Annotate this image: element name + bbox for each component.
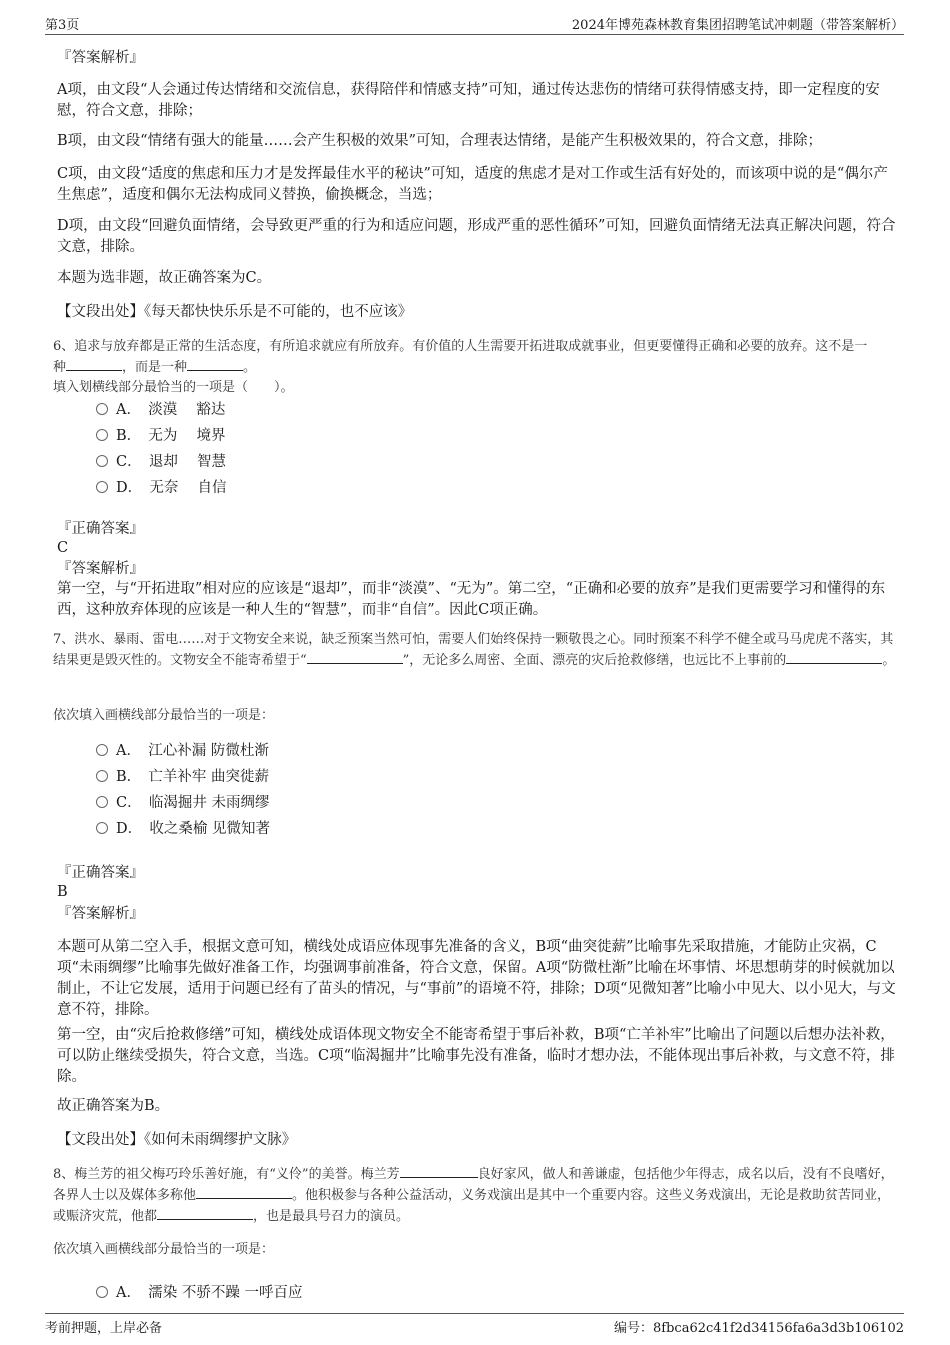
page-number: 第3页 xyxy=(45,18,80,33)
q7-option-d[interactable]: D． 收之桑榆 见微知著 xyxy=(96,819,270,839)
radio-icon[interactable] xyxy=(96,796,108,808)
q7-option-b[interactable]: B． 亡羊补牢 曲突徙薪 xyxy=(96,767,269,787)
q6-blank-1 xyxy=(66,357,122,371)
q8-blank-2 xyxy=(196,1185,292,1199)
q7-blank-2 xyxy=(786,650,882,664)
q7-correct-label: 『正确答案』 xyxy=(57,865,144,881)
q7-analysis-1: 本题可从第二空入手，根据文意可知，横线处成语应体现事先准备的含义，B项“曲突徙薪”比喻事先采取措施，才能防止灾祸，C项“未雨绸缪”比喻事先做好准备工作，均强调事前准备，符合文意，保留。A项“防微杜渐”比喻在坏事情、坏思想萌芽的时候就加以制止，不让它发展，适用于问题已经有了苗头的情况，与“事前”的语境不符，排除；D项“见微知著”比喻小中见大、以小见大，与文意不符，排除。 xyxy=(57,939,896,1018)
radio-icon[interactable] xyxy=(96,1286,108,1298)
q5-analysis-a: A项，由文段“人会通过传达情绪和交流信息，获得陪伴和情感支持”可知，通过传达悲伤的情绪可获得情感支持，即一定程度的安慰，符合文意，排除； xyxy=(57,82,880,119)
q5-conclusion: 本题为选非题，故正确答案为C。 xyxy=(57,270,272,286)
q6-stem xyxy=(53,337,898,398)
q5-analysis-d: D项，由文段“回避负面情绪，会导致更严重的行为和适应问题，形成严重的恶性循环”可知，回避负面情绪无法真正解决问题，符合文意，排除。 xyxy=(57,218,896,255)
q7-instruction: 依次填入画横线部分最恰当的一项是： xyxy=(53,708,275,723)
q6-stem-line2: 种 ，而是一种 。 xyxy=(53,357,898,378)
document-title: 2024年博苑森林教育集团招聘笔试冲刺题（带答案解析） xyxy=(571,18,904,33)
q8-blank-1 xyxy=(400,1164,478,1178)
q5-analysis-c: C项，由文段“适度的焦虑和压力才是发挥最佳水平的秘诀”可知，适度的焦虑才是对工作或生活有好处的，而该项中说的是“偶尔产生焦虑”，适度和偶尔无法构成同义替换，偷换概念，当选； xyxy=(57,166,888,203)
q7-analysis-2: 第一空，由“灾后抢救修缮”可知，横线处成语体现文物安全不能寄希望于事后补救，B项“亡羊补牢”比喻出了问题以后想办法补救，可以防止继续受损失，符合文意，当选。C项“临渴掘井”比喻事先没有准备，临时才想办法，不能体现出事后补救，与文意不符，排除。 xyxy=(57,1027,895,1085)
radio-icon[interactable] xyxy=(96,429,108,441)
page-footer xyxy=(45,1313,904,1336)
footer-slogan: 考前押题，上岸必备 xyxy=(45,1321,163,1336)
q8-stem: 8、梅兰芳的祖父梅巧玲乐善好施，有“义伶”的美誉。梅兰芳 良好家风，做人和善谦虚，包括他少年得志，成名以后，没有不良嗜好，各界人士以及媒体多称他 。他积极参与各种公益活动，义务戏演出是其中一个重要内容。这些义务戏演出，无论是救助贫苦同业，或赈济灾荒，他都 ，也是最具号召力的演员。 xyxy=(53,1164,898,1227)
q7-correct-answer: B xyxy=(57,884,68,900)
q8-option-a[interactable]: A． 濡染 不骄不躁 一呼百应 xyxy=(96,1283,302,1303)
radio-icon[interactable] xyxy=(96,403,108,415)
q6-blank-2 xyxy=(187,357,243,371)
radio-icon[interactable] xyxy=(96,770,108,782)
q5-source: 【文段出处】《每天都快快乐乐是不可能的，也不应该》 xyxy=(57,304,413,320)
q8-instruction: 依次填入画横线部分最恰当的一项是： xyxy=(53,1242,275,1257)
q6-option-b[interactable]: B． 无为 境界 xyxy=(96,426,226,446)
q6-option-a[interactable]: A． 淡漠 豁达 xyxy=(96,400,225,420)
q7-conclusion: 故正确答案为B。 xyxy=(57,1098,170,1114)
q7-stem: 7、洪水、暴雨、雷电……对于文物安全来说，缺乏预案当然可怕，需要人们始终保持一颗敬畏之心。同时预案不科学不健全或马马虎虎不落实，其结果更是毁灭性的。文物安全不能寄希望于“ ”，无论多么周密、全面、漂亮的灾后抢救修缮，也远比不上事前的 。 xyxy=(53,632,896,668)
q7-option-a[interactable]: A． 江心补漏 防微杜渐 xyxy=(96,741,269,761)
q6-analysis: 第一空，与“开拓进取”相对应的应该是“退却”，而非“淡漠”、“无为”。第二空，“正确和必要的放弃”是我们更需要学习和懂得的东西，这种放弃体现的应该是一种人生的“智慧”，而非“自信”。因此C项正确。 xyxy=(57,581,886,618)
q6-instruction: 填入划横线部分最恰当的一项是（ ）。 xyxy=(53,380,294,395)
q7-source: 【文段出处】《如何未雨绸缪护文脉》 xyxy=(57,1132,297,1148)
q8-blank-3 xyxy=(157,1206,253,1220)
q6-option-d[interactable]: D． 无奈 自信 xyxy=(96,478,227,498)
q6-stem-line1: 6、追求与放弃都是正常的生活态度，有所追求就应有所放弃。有价值的人生需要开拓进取成就事业，但更要懂得正确和必要的放弃。这不是一 xyxy=(53,339,868,354)
q7-analysis-label: 『答案解析』 xyxy=(57,906,144,922)
q6-correct-label: 『正确答案』 xyxy=(57,521,144,537)
footer-serial: 编号：8fbca62c41f2d34156fa6a3d3b106102 xyxy=(614,1321,904,1336)
radio-icon[interactable] xyxy=(96,822,108,834)
q7-option-c[interactable]: C． 临渴掘井 未雨绸缪 xyxy=(96,793,269,813)
radio-icon[interactable] xyxy=(96,744,108,756)
q5-analysis-label: 『答案解析』 xyxy=(57,50,144,66)
q6-analysis-label: 『答案解析』 xyxy=(57,561,144,577)
q6-option-c[interactable]: C． 退却 智慧 xyxy=(96,452,226,472)
radio-icon[interactable] xyxy=(96,455,108,467)
radio-icon[interactable] xyxy=(96,481,108,493)
q5-analysis-b: B项，由文段“情绪有强大的能量……会产生积极的效果”可知，合理表达情绪，是能产生积极效果的，符合文意，排除； xyxy=(57,133,822,149)
q6-correct-answer: C xyxy=(57,540,69,556)
q7-blank-1 xyxy=(307,650,403,664)
page-header xyxy=(45,14,904,35)
